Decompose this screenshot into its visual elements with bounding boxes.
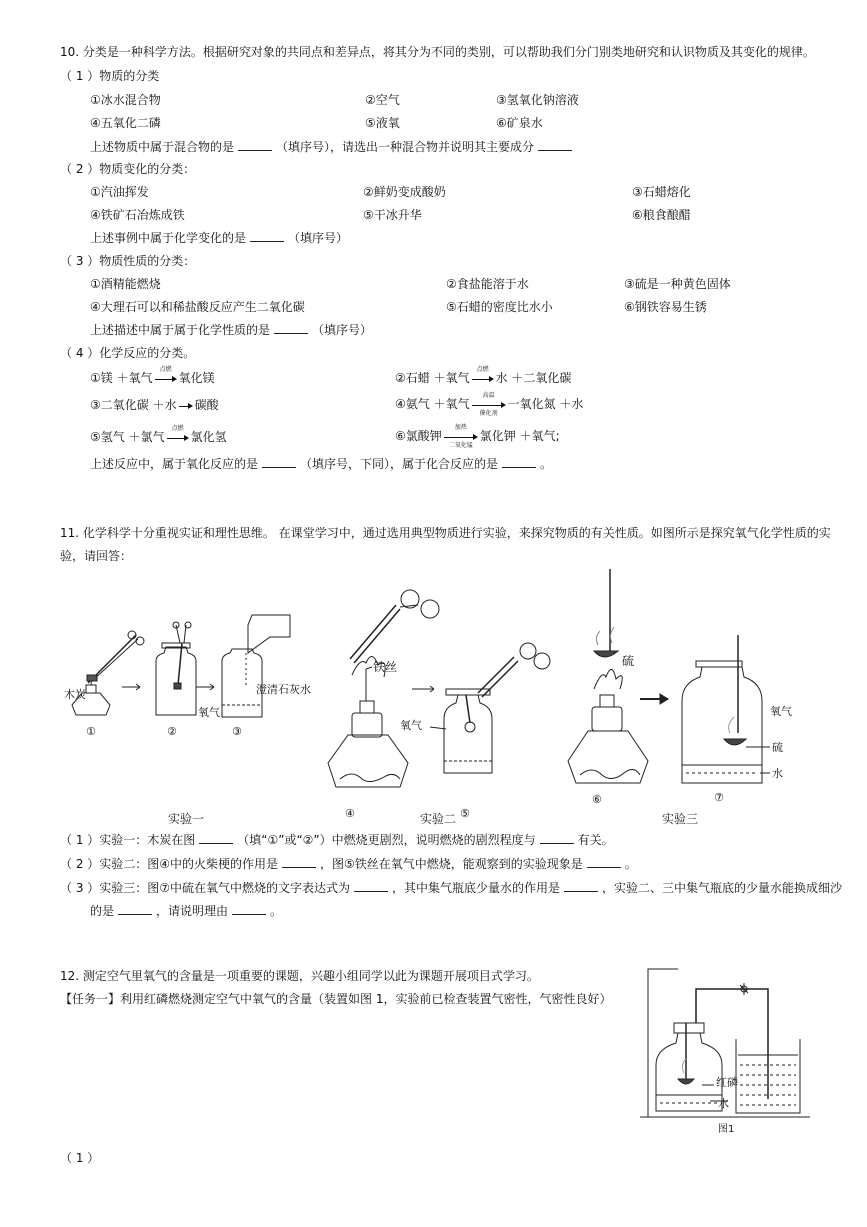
q10-p3-item: ④大理石可以和稀盐酸反应产生二氧化碳 [90, 300, 305, 314]
label-charcoal: 木炭 [64, 688, 86, 701]
q10-p1-item: ④五氧化二磷 [90, 116, 161, 130]
q10-p1-head: （ 1 ）物质的分类 [60, 69, 160, 83]
label-fig4-number: ④ [345, 807, 355, 820]
answer-blank[interactable] [250, 230, 284, 242]
q10-p3-item: ②食盐能溶于水 [446, 277, 529, 291]
figure-5-iron-in-oxygen [444, 643, 550, 773]
q11-answer-3: （ 3 ）实验三：图⑦中硫在氧气中燃烧的文字表达式为 ，其中集气瓶底少量水的作用是 ，实验二、三中集气瓶底的少量水能换成细沙 [60, 881, 843, 895]
q10-p2-question: 上述事例中属于化学变化的是 （填序号） [90, 231, 349, 245]
label-oxygen-fig2: 氧气 [198, 706, 220, 719]
reaction-4: ④氨气 ＋氧气 高温 催化剂 一氧化氮 ＋水 [395, 391, 584, 417]
label-fig7-number: ⑦ [714, 791, 724, 804]
answer-blank[interactable] [238, 139, 272, 151]
label-limewater: 澄清石灰水 [256, 683, 311, 696]
figure-2-charcoal-in-oxygen [156, 622, 196, 715]
q10-p2-head: （ 2 ）物质变化的分类： [60, 162, 196, 176]
q10-p3-question: 上述描述中属于属于化学性质的是 （填序号） [90, 323, 373, 337]
q10-p3-item: ⑥钢铁容易生锈 [624, 300, 707, 314]
q12-part-1: （ 1 ） [60, 1151, 100, 1165]
q10-p1-item: ⑥矿泉水 [496, 116, 543, 130]
q10-p2-item: ⑥粮食酿醋 [632, 208, 691, 222]
reaction-1: ①镁 ＋氧气 点燃 氧化镁 [90, 365, 215, 385]
caption-experiment-1: 实验一 [168, 812, 205, 826]
figure-3-limewater-test [222, 615, 290, 717]
answer-blank[interactable] [502, 456, 536, 468]
q11-answer-3-cont: 的是 ，请说明理由 。 [90, 904, 283, 918]
reaction-arrow: 点燃 [472, 374, 494, 384]
q10-p2-item: ②鲜奶变成酸奶 [363, 185, 446, 199]
label-oxygen-fig7: 氧气 [770, 705, 792, 718]
q10-p1-item: ①冰水混合物 [90, 93, 161, 107]
answer-blank[interactable] [232, 903, 266, 915]
label-fig1-number: ① [86, 725, 96, 738]
figure-6-sulfur-heating [568, 569, 648, 783]
caption-experiment-2: 实验二 [420, 812, 457, 826]
reaction-arrow: 点燃 [167, 433, 189, 443]
q10-p3-item: ③硫是一种黄色固体 [624, 277, 731, 291]
label-fig2-number: ② [167, 725, 177, 738]
reaction-arrow: 点燃 [155, 374, 177, 384]
answer-blank[interactable] [540, 832, 574, 844]
q10-p4-question: 上述反应中，属于氧化反应的是 （填序号，下同），属于化合反应的是 。 [90, 457, 553, 471]
q10-p1-item: ②空气 [365, 93, 400, 107]
q10-p1-item: ⑤液氧 [365, 116, 400, 130]
q11-answer-2: （ 2 ）实验二：图④中的火柴梗的作用是 ，图⑤铁丝在氧气中燃烧，能观察到的实验现象是 。 [60, 857, 637, 871]
figure-1-caption: 图1 [718, 1124, 735, 1135]
q10-p3-head: （ 3 ）物质性质的分类： [60, 254, 196, 268]
q10-p1-item: ③氢氧化钠溶液 [496, 93, 579, 107]
reaction-arrow: 加热 二氧化锰 [444, 432, 478, 442]
q10-p2-item: ③石蜡熔化 [632, 185, 691, 199]
label-sulfur-fig7: 硫 [772, 741, 783, 754]
label-water-fig1: 水 [718, 1097, 729, 1110]
reaction-2: ②石蜡 ＋氧气 点燃 水 ＋二氧化碳 [395, 365, 572, 385]
q10-p2-item: ⑤干冰升华 [363, 208, 422, 222]
answer-blank[interactable] [587, 856, 621, 868]
q10-p2-item: ①汽油挥发 [90, 185, 149, 199]
q12-intro: 12. 测定空气里氧气的含量是一项重要的课题，兴趣小组同学以此为课题开展项目式学习。 [60, 969, 539, 983]
q10-intro: 10. 分类是一种科学方法。根据研究对象的共同点和差异点，将其分为不同的类别，可以帮助我们分门别类地研究和认识物质及其变化的规律。 [60, 45, 815, 59]
label-fig3-number: ③ [232, 725, 242, 738]
q10-p3-item: ⑤石蜡的密度比水小 [446, 300, 553, 314]
figure-1-charcoal-heating [72, 631, 144, 715]
reaction-arrow [179, 401, 193, 411]
reaction-6: ⑥氯酸钾 加热 二氧化锰 氯化钾 ＋氧气; [395, 423, 560, 449]
answer-blank[interactable] [282, 856, 316, 868]
label-water-fig7: 水 [772, 767, 783, 780]
answer-blank[interactable] [118, 903, 152, 915]
label-iron-wire: 铁丝 [373, 660, 398, 674]
answer-blank[interactable] [199, 832, 233, 844]
q10-p2-item: ④铁矿石冶炼成铁 [90, 208, 185, 222]
answer-blank[interactable] [564, 880, 598, 892]
label-fig6-number: ⑥ [592, 793, 602, 806]
label-sulfur-fig6: 硫 [622, 654, 635, 668]
q11-answer-1: （ 1 ）实验一：木炭在图 （填“①”或“②”）中燃烧更剧烈，说明燃烧的剧烈程度与 有关。 [60, 833, 614, 847]
label-oxygen-fig5: 氧气 [400, 719, 422, 732]
answer-blank[interactable] [274, 322, 308, 334]
answer-blank[interactable] [354, 880, 388, 892]
reaction-arrow: 高温 催化剂 [472, 400, 506, 410]
q12-task-1: 【任务一】利用红磷燃烧测定空气中氧气的含量（装置如图 1，实验前已检查装置气密性，气密性良好） [60, 992, 612, 1006]
label-red-phosphorus: 红磷 [716, 1076, 738, 1089]
q11-intro-cont: 验，请回答： [60, 549, 133, 563]
q10-p3-item: ①酒精能燃烧 [90, 277, 161, 291]
figure-7-sulfur-in-oxygen [682, 635, 762, 783]
q10-p1-question: 上述物质中属于混合物的是 （填序号），请选出一种混合物并说明其主要成分 [90, 139, 576, 155]
q11-intro: 11. 化学科学十分重视实证和理性思维。 在课堂学习中，通过选用典型物质进行实验，来探究物质的有关性质。如图所示是探究氧气化学性质的实 [60, 526, 831, 540]
label-fig5-number: ⑤ [460, 807, 470, 820]
reaction-5: ⑤氢气 ＋氯气 点燃 氯化氢 [90, 424, 227, 444]
answer-blank[interactable] [538, 139, 572, 151]
figure-1-apparatus [640, 965, 840, 1145]
q10-p4-head: （ 4 ）化学反应的分类。 [60, 346, 196, 360]
answer-blank[interactable] [262, 456, 296, 468]
oxygen-experiments-figure [0, 565, 867, 835]
caption-experiment-3: 实验三 [662, 812, 699, 826]
reaction-3: ③二氧化碳 ＋水 碳酸 [90, 398, 219, 412]
